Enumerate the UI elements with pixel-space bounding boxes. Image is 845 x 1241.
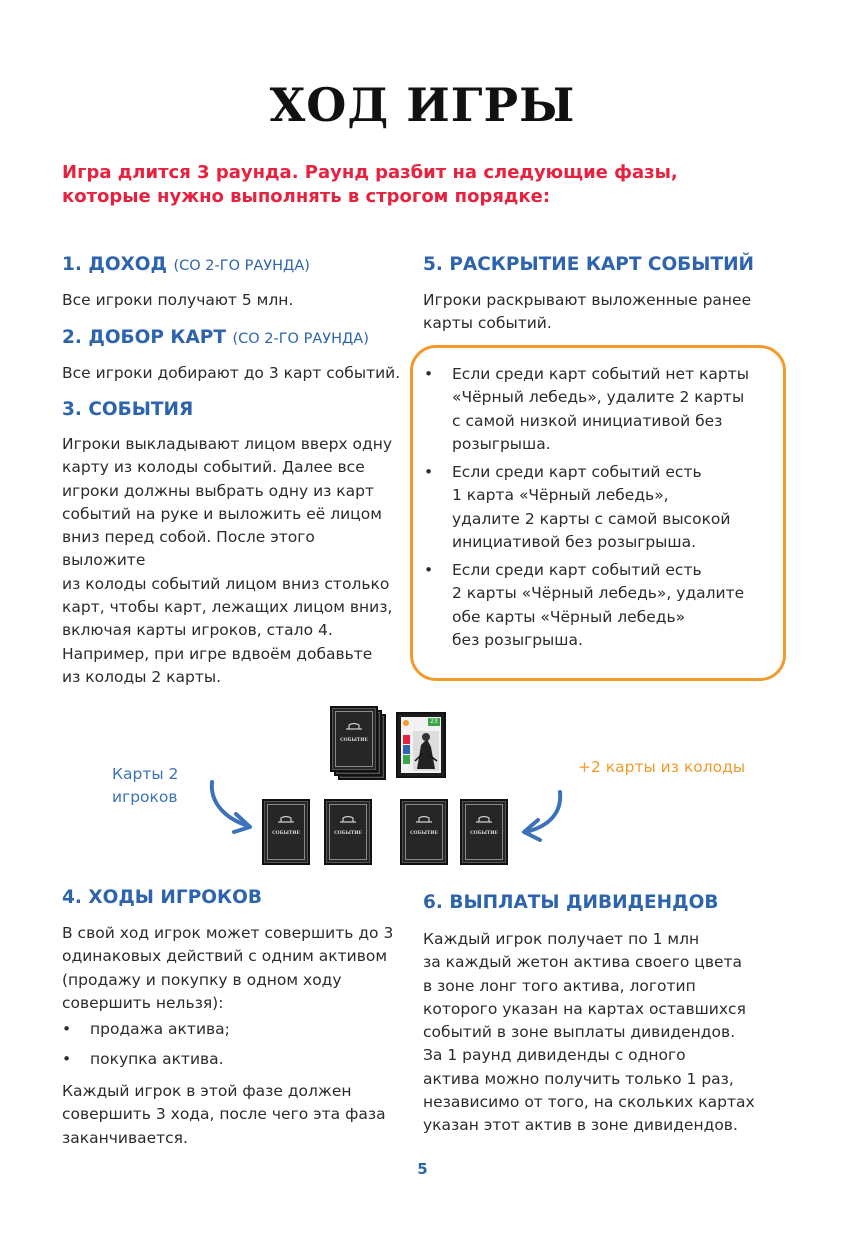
text-line: инициативой без розыгрыша. <box>452 532 697 551</box>
text-line: из колоды событий лицом вниз столько <box>62 574 390 593</box>
text-line: 2 карты «Чёрный лебедь», удалите <box>452 584 745 603</box>
text-line: с самой низкой инициативой без <box>452 411 723 430</box>
page-number: 5 <box>417 1160 428 1178</box>
bullet-text <box>452 461 762 554</box>
text-line: которого указан на картах оставшихся <box>423 999 746 1018</box>
text-line: Каждый игрок в этой фазе должен <box>62 1082 352 1100</box>
hat-icon <box>278 815 294 824</box>
hat-icon <box>346 722 362 731</box>
text-line: Например, при игре вдвоём добавьте <box>62 644 373 663</box>
text-line: Каждый игрок получает по 1 млн <box>423 930 700 948</box>
card-face <box>401 717 441 773</box>
text-line: Если среди карт событий есть <box>452 463 702 481</box>
section-1-heading <box>62 253 310 278</box>
intro-text <box>62 161 702 209</box>
asset-tag-icon <box>403 745 410 754</box>
bullet-text: покупка актива. <box>90 1050 224 1068</box>
right-arrow-icon <box>516 786 586 846</box>
deck-cards-label: +2 карты из колоды <box>578 758 746 776</box>
intro-line: Игра длится 3 раунда. Раунд разбит на следующие фазы, <box>62 162 678 183</box>
bullet-text <box>452 559 762 652</box>
card-number: 23 <box>428 718 440 726</box>
section-5-text <box>423 289 783 336</box>
card-label: СОБЫТИЕ <box>272 831 300 836</box>
deck-card-back <box>330 706 378 772</box>
text-line: Если среди карт событий нет карты <box>452 365 749 383</box>
text-line: включая карты игроков, стало 4. <box>62 621 333 640</box>
asset-logo-icon <box>403 720 409 726</box>
action-bullet <box>62 1048 362 1072</box>
text-line: Карты 2 <box>112 765 179 783</box>
text-line: розыгрыша. <box>452 434 551 453</box>
bullet-text: продажа актива; <box>90 1020 230 1038</box>
page-title: ХОД ИГРЫ <box>269 78 576 132</box>
text-line: указан этот актив в зоне дивидендов. <box>423 1116 738 1135</box>
text-line: из колоды 2 карты. <box>62 667 222 686</box>
card-art-icon <box>413 731 439 771</box>
action-bullet <box>62 1018 362 1042</box>
intro-line: которые нужно выполнять в строгом порядке: <box>62 186 551 207</box>
text-line: Игроки выкладывают лицом вверх одну <box>62 435 393 453</box>
hat-icon <box>340 815 356 824</box>
text-line: За 1 раунд дивиденды с одного <box>423 1046 686 1065</box>
player-cards-label <box>112 763 178 809</box>
section-4-text <box>62 922 402 1015</box>
section-1-title: 1. ДОХОД <box>62 254 168 275</box>
text-line: (продажу и покупку в одном ходу <box>62 970 342 989</box>
asset-tag-icon <box>403 755 410 764</box>
text-line: В свой ход игрок может совершить до 3 <box>62 924 394 942</box>
face-up-event-card <box>396 712 446 778</box>
text-line: совершить нельзя): <box>62 993 224 1012</box>
text-line: независимо от того, на скольких картах <box>423 1093 755 1112</box>
section-2-title: 2. ДОБОР КАРТ <box>62 327 226 348</box>
player-card-back <box>262 799 310 865</box>
text-line: удалите 2 карты с самой высокой <box>452 509 731 528</box>
text-line: карты событий. <box>423 314 552 333</box>
asset-tag-icon <box>403 735 410 744</box>
section-2-heading <box>62 326 369 351</box>
text-line: совершить 3 хода, после чего эта фаза <box>62 1105 386 1124</box>
player-card-back <box>324 799 372 865</box>
text-line: карту из колоды событий. Далее все <box>62 458 365 477</box>
text-line: игроков <box>112 788 178 806</box>
left-arrow-icon <box>200 776 270 836</box>
text-line: 1 карта «Чёрный лебедь», <box>452 486 669 505</box>
hat-icon <box>476 815 492 824</box>
text-line: событий на руке и выложить её лицом <box>62 504 382 523</box>
bullet-dot: • <box>62 1050 72 1068</box>
text-line: карт, чтобы карт, лежащих лицом вниз, <box>62 598 393 617</box>
section-6-heading: 6. ВЫПЛАТЫ ДИВИДЕНДОВ <box>423 892 719 913</box>
text-line: вниз перед собой. После этого выложите <box>62 528 315 570</box>
card-label: СОБЫТИЕ <box>340 738 368 743</box>
text-line: обе карты «Чёрный лебедь» <box>452 607 686 626</box>
section-2-sub: (СО 2-ГО РАУНДА) <box>232 331 369 347</box>
text-line: событий в зоне выплаты дивидендов. <box>423 1023 736 1042</box>
text-line: «Чёрный лебедь», удалите 2 карты <box>452 388 745 407</box>
section-2-text: Все игроки добирают до 3 карт событий. <box>62 364 401 382</box>
bullet-dot: • <box>424 365 434 383</box>
text-line: Если среди карт событий есть <box>452 561 702 579</box>
section-5-heading: 5. РАСКРЫТИЕ КАРТ СОБЫТИЙ <box>423 254 755 275</box>
text-line: актива можно получить только 1 раз, <box>423 1069 734 1088</box>
text-line: Игроки раскрывают выложенные ранее <box>423 291 752 309</box>
deck-added-card-back <box>400 799 448 865</box>
section-4-heading: 4. ХОДЫ ИГРОКОВ <box>62 887 262 908</box>
rule-bullet <box>424 461 774 556</box>
card-label: СОБЫТИЕ <box>470 831 498 836</box>
text-line: в зоне лонг того актива, логотип <box>423 976 696 995</box>
hat-icon <box>416 815 432 824</box>
section-1-sub: (СО 2-ГО РАУНДА) <box>173 258 310 274</box>
text-line: без розыгрыша. <box>452 630 583 649</box>
card-label: СОБЫТИЕ <box>334 831 362 836</box>
bullet-dot: • <box>62 1020 72 1038</box>
section-3-heading: 3. СОБЫТИЯ <box>62 399 194 420</box>
deck-added-card-back <box>460 799 508 865</box>
bullet-dot: • <box>424 463 434 481</box>
text-line: игроки должны выбрать одну из карт <box>62 481 375 500</box>
bullet-text <box>452 363 762 456</box>
section-1-text: Все игроки получают 5 млн. <box>62 291 294 309</box>
card-label: СОБЫТИЕ <box>410 831 438 836</box>
text-line: за каждый жетон актива своего цвета <box>423 953 743 972</box>
text-line: заканчивается. <box>62 1128 188 1147</box>
section-6-text <box>423 928 793 1138</box>
bullet-dot: • <box>424 561 434 579</box>
rule-bullet <box>424 559 774 654</box>
rule-bullet <box>424 363 774 458</box>
section-4-after <box>62 1080 402 1150</box>
section-3-text <box>62 433 402 689</box>
text-line: одинаковых действий с одним активом <box>62 947 388 966</box>
